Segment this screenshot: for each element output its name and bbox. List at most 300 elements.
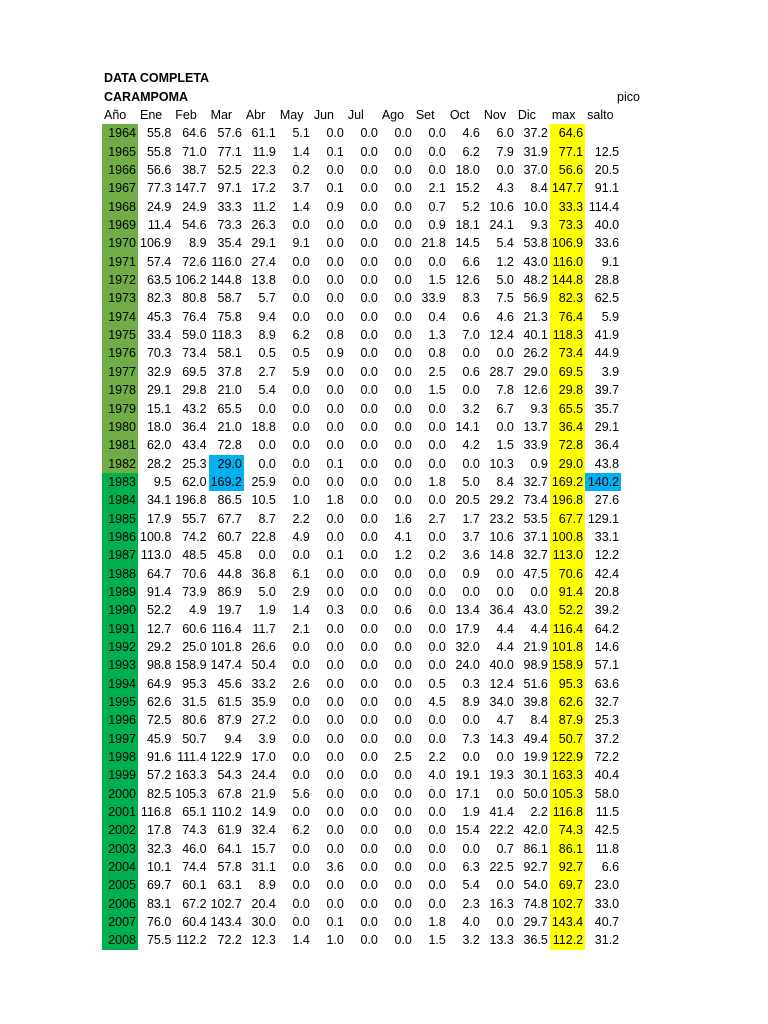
salto-cell: 36.4 [594, 438, 620, 453]
month-value-cell: 0.0 [496, 566, 514, 581]
salto-cell: 11.5 [595, 805, 620, 820]
month-value-cell: 74.8 [523, 896, 548, 911]
month-value-cell: 0.0 [326, 878, 344, 893]
month-value-cell: 50.4 [251, 658, 276, 673]
month-value-cell: 27.2 [251, 713, 276, 728]
month-value-cell: 11.7 [252, 621, 276, 636]
month-value-cell: 5.4 [496, 236, 514, 251]
month-value-cell: 8.9 [258, 878, 276, 893]
month-value-cell: 24.9 [146, 199, 172, 214]
month-value-cell: 38.7 [182, 163, 207, 178]
year-cell: 1971 [102, 253, 138, 271]
month-value-cell: 0.0 [394, 915, 412, 930]
salto-cell: 57.1 [594, 658, 620, 673]
month-value-cell: 1.5 [496, 438, 514, 453]
month-value-cell: 72.5 [146, 713, 172, 728]
salto-cell: 33.6 [594, 236, 620, 251]
max-cell: 86.1 [550, 840, 585, 858]
month-value-cell: 1.3 [428, 328, 446, 343]
month-value-cell: 0.0 [428, 639, 446, 654]
month-value-cell: 51.6 [523, 676, 548, 691]
month-value-cell: 5.2 [462, 199, 480, 214]
max-cell: 77.1 [550, 143, 585, 161]
month-value-cell: 76.0 [146, 915, 172, 930]
month-value-cell: 26.2 [523, 346, 548, 361]
month-value-cell: 0.0 [326, 695, 344, 709]
max-cell: 158.9 [550, 656, 585, 674]
month-value-cell: 0.0 [292, 841, 310, 856]
max-cell: 116.4 [550, 620, 585, 638]
month-value-cell: 86.9 [217, 584, 242, 599]
table-row [102, 748, 621, 766]
month-value-cell: 0.0 [394, 383, 412, 398]
month-value-cell: 0.0 [462, 841, 480, 856]
month-value-cell: 0.0 [360, 658, 378, 673]
month-value-cell: 28.7 [489, 364, 514, 379]
month-value-cell: 0.0 [292, 695, 310, 709]
salto-cell: 14.6 [594, 639, 620, 654]
month-value-cell: 0.0 [462, 456, 480, 471]
table-row [102, 675, 621, 693]
month-value-cell: 0.0 [292, 291, 310, 306]
month-value-cell: 0.4 [428, 309, 446, 324]
month-value-cell: 2.5 [394, 750, 412, 765]
month-value-cell: 0.0 [394, 731, 412, 746]
salto-cell: 42.5 [594, 823, 620, 838]
month-value-cell: 1.4 [292, 144, 310, 159]
max-cell: 73.4 [550, 344, 585, 362]
month-value-cell: 29.8 [182, 383, 207, 398]
month-value-cell: 0.0 [258, 401, 276, 416]
precipitation-table [102, 106, 621, 950]
month-value-cell: 17.2 [251, 181, 276, 196]
month-value-cell: 25.3 [182, 456, 207, 471]
max-cell: 92.7 [550, 858, 585, 876]
month-value-cell: 18.0 [146, 419, 172, 434]
month-value-cell: 112.2 [176, 933, 207, 948]
month-value-cell: 0.0 [326, 750, 344, 765]
month-value-cell: 1.4 [292, 603, 310, 618]
month-value-cell: 62.6 [146, 695, 172, 709]
month-value-cell: 24.4 [251, 768, 276, 783]
column-header: May [279, 108, 304, 122]
month-value-cell: 29.7 [523, 915, 548, 930]
month-value-cell: 11.4 [147, 218, 172, 233]
month-value-cell: 0.8 [428, 346, 446, 361]
year-cell: 1965 [102, 143, 138, 161]
month-value-cell: 0.0 [394, 786, 412, 801]
month-value-cell: 122.9 [210, 750, 242, 765]
month-value-cell: 0.0 [292, 915, 310, 930]
month-value-cell: 0.0 [360, 236, 378, 251]
month-value-cell: 1.9 [462, 805, 480, 820]
month-value-cell: 0.0 [394, 823, 412, 838]
month-value-cell: 0.0 [428, 878, 446, 893]
table-row [102, 271, 621, 289]
month-value-cell: 0.0 [394, 346, 412, 361]
month-value-cell: 19.7 [217, 603, 242, 618]
max-cell: 70.6 [550, 565, 585, 583]
month-value-cell: 32.9 [146, 364, 172, 379]
column-header: Feb [175, 108, 197, 122]
month-value-cell: 0.0 [394, 639, 412, 654]
month-value-cell: 91.4 [146, 584, 172, 599]
max-cell: 118.3 [550, 326, 585, 344]
salto-cell: 39.7 [594, 383, 620, 398]
max-cell: 122.9 [550, 748, 585, 766]
month-value-cell: 77.3 [146, 181, 172, 196]
month-value-cell: 15.2 [455, 181, 480, 196]
month-value-cell: 0.0 [394, 419, 412, 434]
table-row [102, 418, 621, 436]
month-value-cell: 49.4 [523, 731, 548, 746]
month-value-cell: 116.4 [211, 621, 242, 636]
month-value-cell: 53.8 [523, 236, 548, 251]
year-cell: 1973 [102, 289, 138, 307]
table-row [102, 289, 621, 307]
year-cell: 1975 [102, 326, 138, 344]
month-value-cell: 70.3 [146, 346, 172, 361]
month-value-cell: 0.0 [428, 144, 446, 159]
month-value-cell: 0.0 [326, 639, 344, 654]
month-value-cell: 0.0 [428, 401, 446, 416]
max-cell: 29.0 [550, 455, 585, 473]
month-value-cell: 4.9 [292, 529, 310, 544]
table-row [102, 124, 621, 142]
month-value-cell: 0.0 [360, 695, 378, 709]
month-value-cell: 40.1 [523, 328, 548, 343]
month-value-cell: 43.0 [523, 603, 548, 618]
month-value-cell: 3.2 [462, 933, 480, 948]
table-row [102, 546, 621, 564]
month-value-cell: 113.0 [140, 548, 172, 563]
month-value-cell: 67.2 [182, 896, 207, 911]
month-value-cell: 73.3 [217, 218, 242, 233]
month-value-cell: 7.9 [496, 144, 514, 159]
month-value-cell: 0.0 [292, 419, 310, 434]
month-value-cell: 22.5 [489, 860, 514, 875]
table-row [102, 821, 621, 839]
month-value-cell: 0.0 [394, 768, 412, 783]
month-value-cell: 83.1 [146, 896, 172, 911]
month-value-cell: 52.2 [146, 603, 172, 618]
month-value-cell: 72.6 [182, 254, 207, 269]
max-cell: 67.7 [550, 510, 585, 528]
month-value-cell: 0.0 [496, 346, 514, 361]
month-value-cell: 0.0 [394, 254, 412, 269]
year-cell: 1983 [102, 473, 138, 491]
month-value-cell: 0.0 [462, 346, 480, 361]
year-cell: 1982 [102, 455, 138, 473]
month-value-cell: 0.0 [462, 713, 480, 728]
month-value-cell: 0.0 [394, 456, 412, 471]
table-row [102, 913, 621, 931]
month-value-cell: 57.8 [217, 860, 242, 875]
month-value-cell: 0.9 [530, 456, 548, 471]
month-value-cell: 17.9 [146, 511, 172, 526]
max-cell: 95.3 [550, 675, 585, 693]
month-value-cell: 4.0 [462, 915, 480, 930]
month-value-cell: 9.3 [530, 218, 548, 233]
month-value-cell: 34.0 [489, 695, 514, 709]
month-value-cell: 33.2 [251, 676, 276, 691]
month-value-cell: 0.0 [258, 548, 276, 563]
table-row [102, 363, 621, 381]
month-value-cell: 86.1 [523, 841, 548, 856]
table-row [102, 308, 621, 326]
month-value-cell: 22.3 [251, 163, 276, 178]
month-value-cell: 57.2 [146, 768, 172, 783]
month-value-cell: 61.9 [217, 823, 242, 838]
month-value-cell: 9.5 [153, 474, 172, 489]
month-value-cell: 0.0 [326, 566, 344, 581]
month-value-cell: 0.0 [360, 144, 378, 159]
month-value-cell: 37.1 [523, 529, 548, 544]
month-value-cell: 29.1 [146, 383, 172, 398]
month-value-cell: 0.0 [496, 163, 514, 178]
column-header: Ago [381, 108, 405, 122]
month-value-cell: 4.5 [428, 695, 446, 709]
month-value-cell: 0.0 [326, 291, 344, 306]
month-value-cell: 0.1 [326, 181, 344, 196]
month-value-cell: 67.8 [217, 786, 242, 801]
month-value-cell: 65.5 [217, 401, 242, 416]
month-value-cell: 10.0 [523, 199, 548, 214]
month-value-cell: 19.9 [523, 750, 548, 765]
month-value-cell: 32.7 [523, 548, 548, 563]
table-row [102, 510, 621, 528]
max-cell: 147.7 [550, 179, 585, 197]
month-value-cell: 3.6 [462, 548, 480, 563]
month-value-cell: 1.0 [326, 933, 344, 948]
month-value-cell: 0.0 [326, 419, 344, 434]
column-header: Oct [449, 108, 470, 122]
salto-cell: 63.6 [594, 676, 620, 691]
year-cell: 2002 [102, 821, 138, 839]
month-value-cell: 2.7 [428, 511, 446, 526]
month-value-cell: 0.0 [360, 511, 378, 526]
month-value-cell: 106.9 [140, 236, 172, 251]
month-value-cell: 6.7 [496, 401, 514, 416]
month-value-cell: 6.0 [496, 126, 514, 141]
month-value-cell: 4.0 [428, 768, 446, 783]
column-header: Set [415, 108, 435, 122]
month-value-cell: 0.0 [394, 713, 412, 728]
month-value-cell: 100.8 [140, 529, 172, 544]
month-value-cell: 15.4 [455, 823, 480, 838]
month-value-cell: 58.7 [217, 291, 242, 306]
month-value-cell: 0.0 [428, 456, 446, 471]
month-value-cell: 73.4 [182, 346, 207, 361]
max-cell: 143.4 [550, 913, 585, 931]
month-value-cell: 0.0 [360, 493, 378, 508]
month-value-cell: 0.0 [360, 309, 378, 324]
year-cell: 1974 [102, 308, 138, 326]
month-value-cell: 10.3 [489, 456, 514, 471]
month-value-cell: 0.0 [428, 163, 446, 178]
year-cell: 1996 [102, 711, 138, 729]
year-cell: 1997 [102, 730, 138, 748]
month-value-cell: 92.7 [523, 860, 548, 875]
month-value-cell: 0.0 [394, 933, 412, 948]
max-cell: 56.6 [550, 161, 585, 179]
max-cell: 82.3 [550, 289, 585, 307]
year-cell: 2004 [102, 858, 138, 876]
month-value-cell: 0.3 [462, 676, 480, 691]
month-value-cell: 0.0 [326, 676, 344, 691]
table-row [102, 179, 621, 197]
month-value-cell: 0.7 [496, 841, 514, 856]
month-value-cell: 1.5 [428, 933, 446, 948]
max-cell: 100.8 [550, 528, 585, 546]
month-value-cell: 32.7 [523, 474, 548, 489]
month-value-cell: 56.9 [523, 291, 548, 306]
month-value-cell: 14.3 [489, 731, 514, 746]
month-value-cell: 0.0 [326, 584, 344, 599]
month-value-cell: 33.4 [146, 328, 172, 343]
year-cell: 1988 [102, 565, 138, 583]
month-value-cell: 106.2 [175, 273, 207, 288]
month-value-cell: 0.0 [428, 584, 446, 599]
month-value-cell: 0.1 [326, 915, 344, 930]
month-value-cell: 73.4 [523, 493, 548, 508]
month-value-cell: 4.3 [496, 181, 514, 196]
month-value-cell: 7.8 [496, 383, 514, 398]
salto-cell: 58.0 [594, 786, 620, 801]
month-value-cell: 2.6 [292, 676, 310, 691]
month-value-cell: 1.8 [428, 915, 446, 930]
month-value-cell: 71.0 [182, 144, 207, 159]
month-value-cell: 0.0 [360, 199, 378, 214]
table-row [102, 583, 621, 601]
month-value-cell: 8.4 [530, 181, 548, 196]
salto-cell: 40.4 [594, 768, 620, 783]
month-value-cell: 61.5 [217, 695, 242, 709]
month-value-cell: 37.2 [523, 126, 548, 141]
month-value-cell: 21.0 [217, 383, 242, 398]
salto-cell: 140.2 [585, 473, 621, 491]
month-value-cell: 21.3 [523, 309, 548, 324]
month-value-cell: 3.2 [462, 401, 480, 416]
month-value-cell: 55.8 [146, 144, 172, 159]
month-value-cell: 5.9 [292, 364, 310, 379]
month-value-cell: 0.0 [428, 419, 446, 434]
month-value-cell: 64.9 [146, 676, 172, 691]
month-value-cell: 0.0 [394, 364, 412, 379]
month-value-cell: 0.0 [360, 768, 378, 783]
max-cell: 105.3 [550, 785, 585, 803]
max-cell: 62.6 [550, 693, 585, 711]
month-value-cell: 0.0 [326, 254, 344, 269]
max-cell: 163.3 [550, 766, 585, 784]
month-value-cell: 0.0 [462, 584, 480, 599]
month-value-cell: 0.0 [360, 731, 378, 746]
month-value-cell: 0.0 [360, 346, 378, 361]
month-value-cell: 29.2 [489, 493, 514, 508]
month-value-cell: 33.9 [523, 438, 548, 453]
month-value-cell: 18.8 [251, 419, 276, 434]
salto-cell: 40.7 [594, 915, 620, 930]
month-value-cell: 74.2 [182, 529, 207, 544]
table-row [102, 161, 621, 179]
month-value-cell: 6.2 [292, 823, 310, 838]
month-value-cell: 0.0 [394, 566, 412, 581]
month-value-cell: 4.4 [530, 621, 548, 636]
salto-cell: 29.1 [594, 419, 620, 434]
month-value-cell: 82.5 [146, 786, 172, 801]
month-value-cell: 0.0 [394, 474, 412, 489]
month-value-cell: 0.0 [394, 401, 412, 416]
month-value-cell: 0.0 [326, 731, 344, 746]
month-value-cell: 0.0 [326, 273, 344, 288]
month-value-cell: 50.0 [523, 786, 548, 801]
month-value-cell: 0.0 [292, 658, 310, 673]
month-value-cell: 3.7 [292, 181, 310, 196]
max-cell: 74.3 [550, 821, 585, 839]
month-value-cell: 33.9 [421, 291, 446, 306]
salto-cell: 40.0 [594, 218, 620, 233]
month-value-cell: 0.0 [292, 548, 310, 563]
month-value-cell: 23.2 [489, 511, 514, 526]
month-value-cell: 2.9 [292, 584, 310, 599]
month-value-cell: 0.0 [530, 584, 548, 599]
max-cell: 116.0 [550, 253, 585, 271]
month-value-cell: 37.8 [217, 364, 242, 379]
year-cell: 1994 [102, 675, 138, 693]
year-cell: 2003 [102, 840, 138, 858]
month-value-cell: 11.2 [252, 199, 276, 214]
month-value-cell: 0.5 [428, 676, 446, 691]
year-cell: 1980 [102, 418, 138, 436]
month-value-cell: 13.4 [455, 603, 480, 618]
max-cell: 69.5 [550, 363, 585, 381]
month-value-cell: 0.0 [292, 383, 310, 398]
salto-cell: 72.2 [594, 750, 620, 765]
month-value-cell: 0.0 [360, 750, 378, 765]
month-value-cell: 36.4 [182, 419, 207, 434]
salto-cell: 23.0 [594, 878, 620, 893]
month-value-cell: 118.3 [211, 328, 242, 343]
month-value-cell: 56.6 [146, 163, 172, 178]
month-value-cell: 0.0 [360, 878, 378, 893]
month-value-cell: 8.7 [258, 511, 276, 526]
month-value-cell: 14.8 [489, 548, 514, 563]
month-value-cell: 0.0 [360, 786, 378, 801]
month-value-cell: 5.6 [292, 786, 310, 801]
month-value-cell: 8.9 [189, 236, 207, 251]
month-value-cell: 0.0 [428, 805, 446, 820]
month-value-cell: 0.0 [360, 456, 378, 471]
month-value-cell: 0.0 [394, 218, 412, 233]
month-value-cell: 0.0 [428, 529, 446, 544]
month-value-cell: 143.4 [210, 915, 242, 930]
month-value-cell: 0.0 [292, 805, 310, 820]
year-cell: 1966 [102, 161, 138, 179]
month-value-cell: 15.7 [251, 841, 276, 856]
month-value-cell: 95.3 [182, 676, 207, 691]
month-value-cell: 0.0 [326, 163, 344, 178]
month-value-cell: 0.6 [462, 309, 480, 324]
table-row [102, 620, 621, 638]
month-value-cell: 8.3 [462, 291, 480, 306]
month-value-cell: 77.1 [217, 144, 242, 159]
month-value-cell: 0.0 [394, 163, 412, 178]
month-value-cell: 0.0 [428, 786, 446, 801]
table-row [102, 326, 621, 344]
month-value-cell: 0.0 [394, 493, 412, 508]
salto-cell [585, 124, 621, 142]
month-value-cell: 6.2 [462, 144, 480, 159]
